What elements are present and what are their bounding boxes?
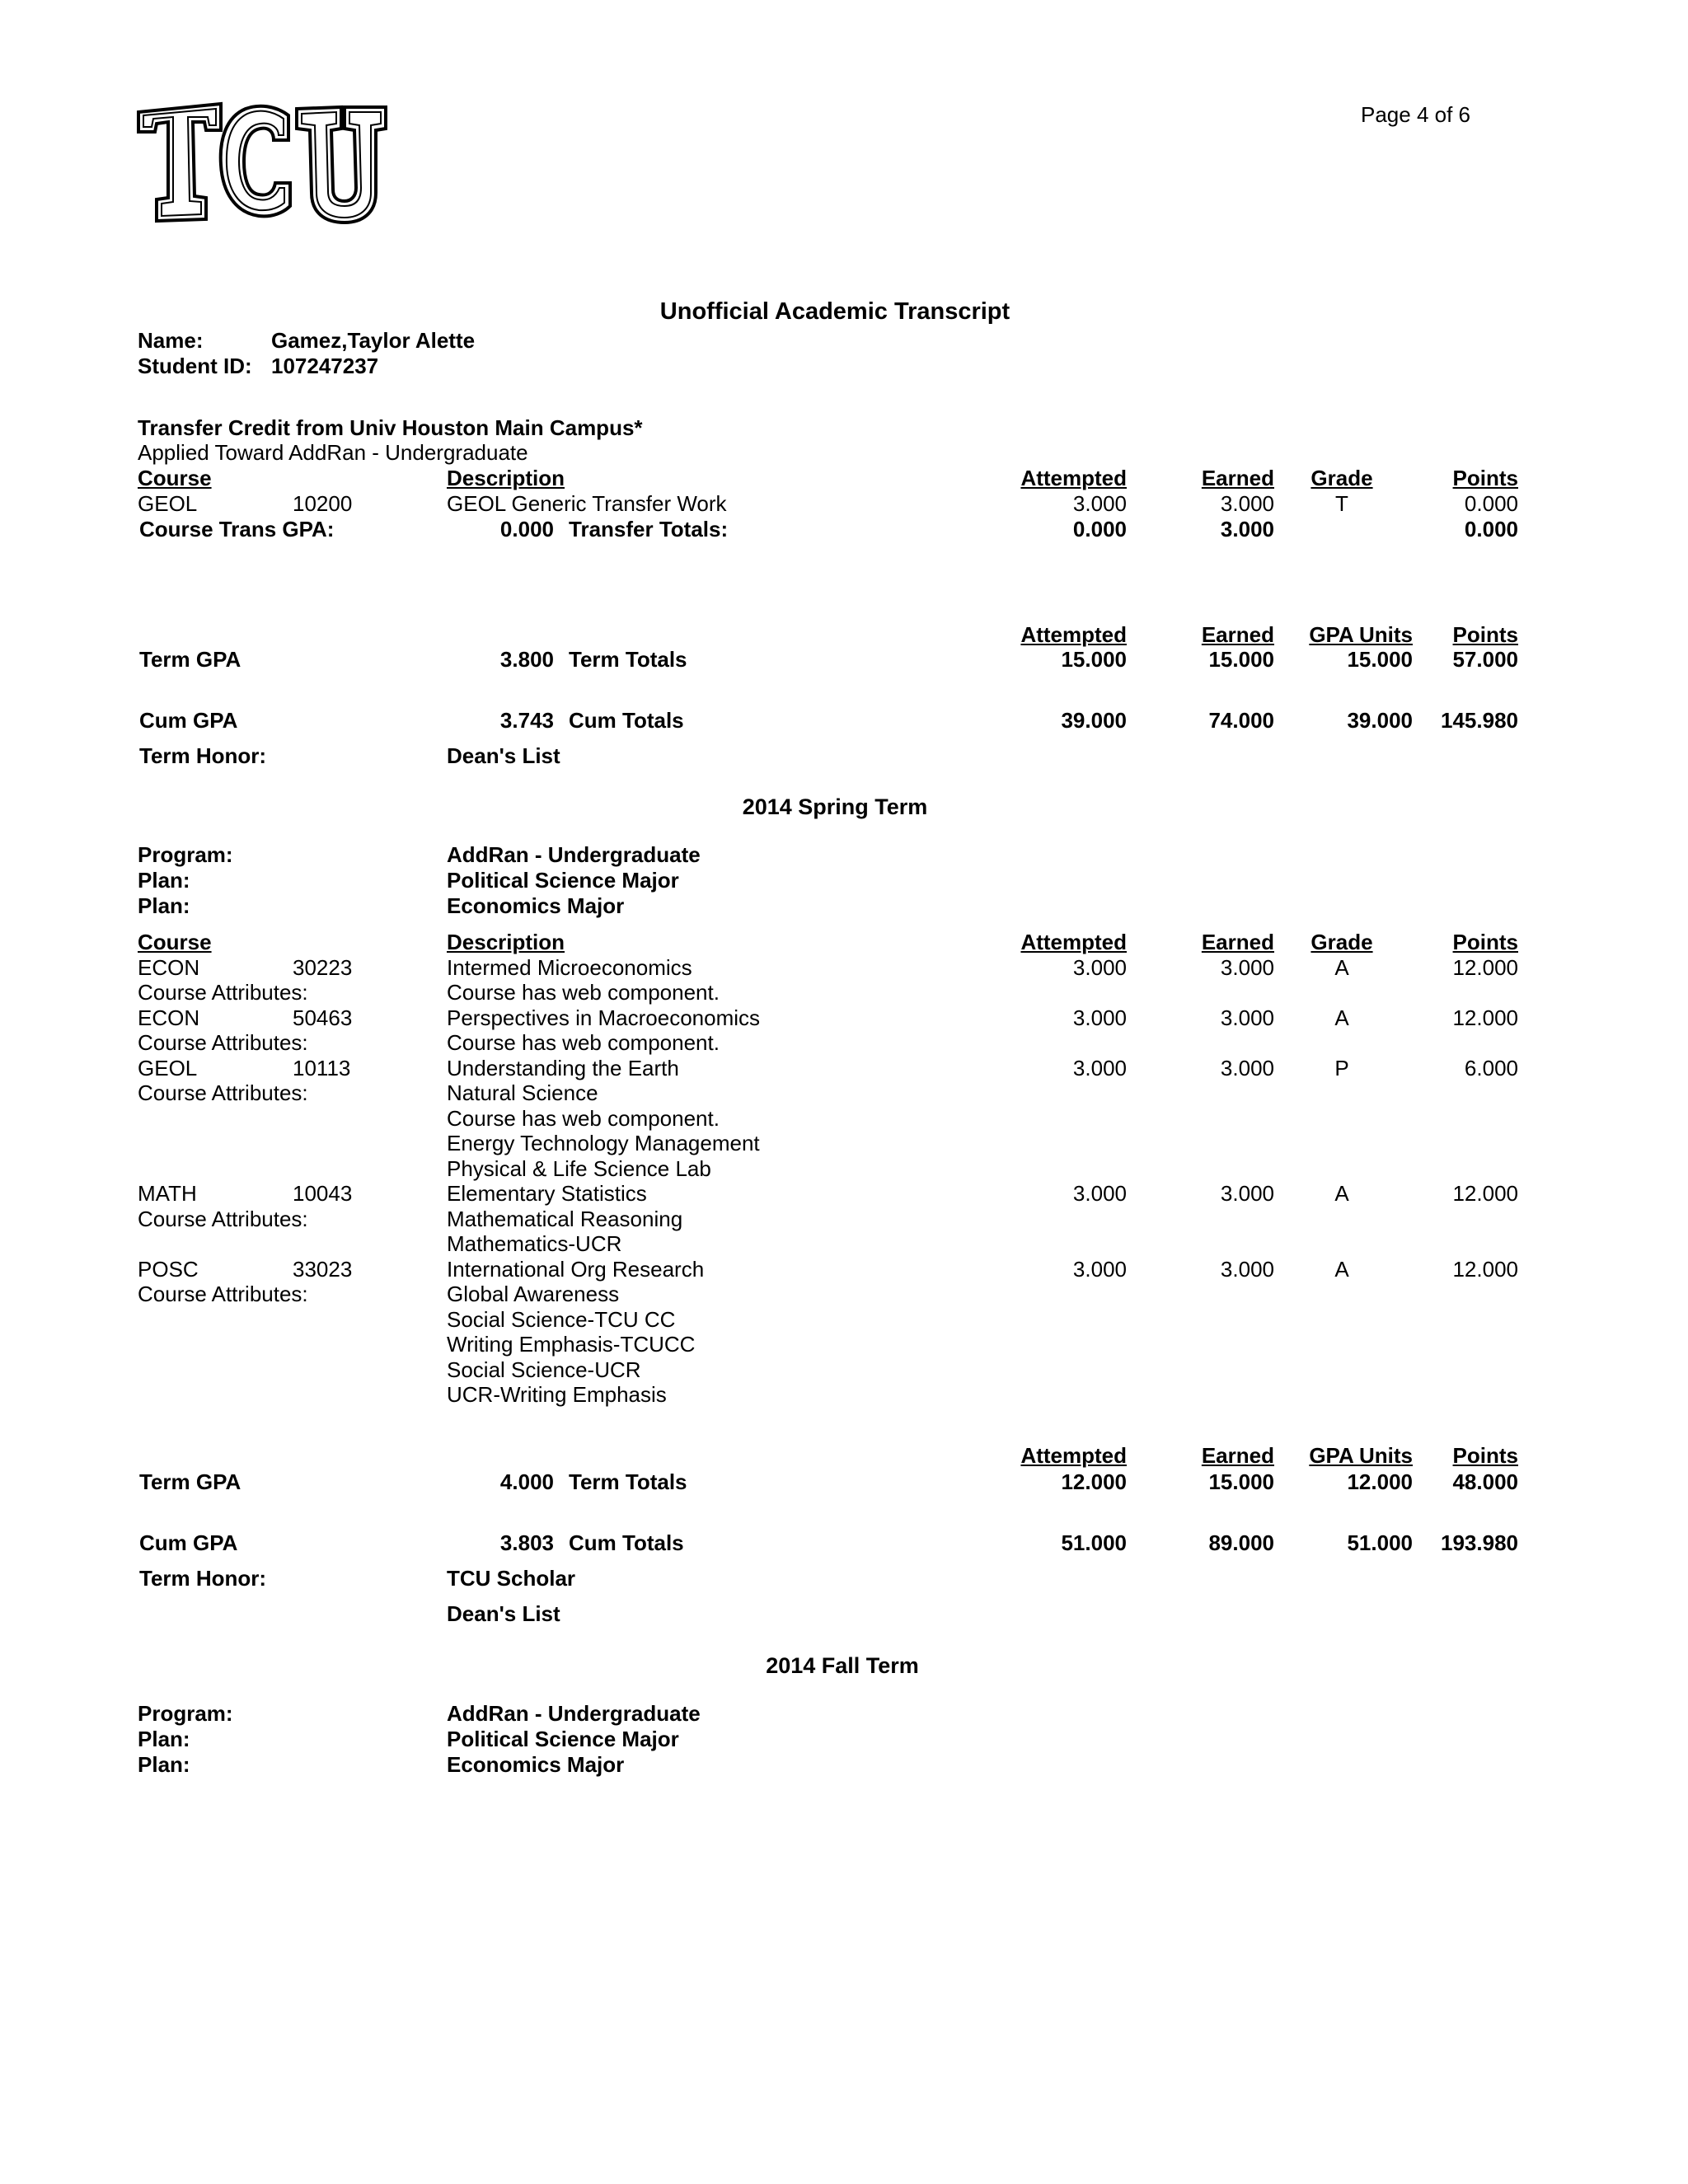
course-attribute: Natural Science: [447, 1080, 598, 1105]
summary-attempted-header: Attempted: [1020, 1443, 1127, 1468]
student-id-label: Student ID:: [138, 354, 252, 378]
cum-total-earned: 74.000: [1208, 708, 1274, 733]
term-total-points: 48.000: [1452, 1469, 1518, 1494]
plan-value: Economics Major: [447, 1752, 625, 1777]
term-title: 2014 Spring Term: [742, 794, 928, 819]
term-honor-label: Term Honor:: [139, 1566, 267, 1591]
cum-total-earned: 89.000: [1208, 1530, 1274, 1555]
course-number: 50463: [293, 1005, 353, 1030]
term-totals-label: Term Totals: [569, 1469, 687, 1494]
course-grade: T: [1335, 491, 1348, 516]
course-earned: 3.000: [1220, 1056, 1274, 1080]
term-total-attempted: 15.000: [1061, 647, 1127, 672]
course-description: International Org Research: [447, 1257, 705, 1282]
course-points: 12.000: [1452, 1257, 1518, 1282]
course-description: Perspectives in Macroeconomics: [447, 1005, 761, 1030]
course-grade: A: [1334, 1257, 1349, 1282]
course-attribute: Course has web component.: [447, 1030, 720, 1055]
course-subject: GEOL: [138, 491, 198, 516]
plan-label: Plan:: [138, 893, 190, 918]
col-description-header: Description: [447, 466, 565, 490]
course-attribute: Mathematics-UCR: [447, 1231, 622, 1256]
summary-gpa-units-header: GPA Units: [1309, 622, 1413, 647]
cum-totals-label: Cum Totals: [569, 1530, 684, 1555]
col-earned-header: Earned: [1201, 930, 1274, 954]
course-number: 10113: [293, 1056, 351, 1080]
summary-earned-header: Earned: [1201, 622, 1274, 647]
course-attributes-label: Course Attributes:: [138, 1030, 308, 1055]
plan-value: Political Science Major: [447, 868, 679, 893]
trans-gpa-value: 0.000: [499, 517, 554, 541]
summary-gpa-units-header: GPA Units: [1309, 1443, 1413, 1468]
transfer-total-points: 0.000: [1464, 517, 1518, 541]
course-attributes-label: Course Attributes:: [138, 1080, 308, 1105]
term-gpa-value: 3.800: [499, 647, 554, 672]
plan-label: Plan:: [138, 1752, 190, 1777]
name-label: Name:: [138, 328, 204, 353]
course-attribute: Social Science-TCU CC: [447, 1307, 676, 1332]
course-attempted: 3.000: [1072, 491, 1127, 516]
transfer-applied: Applied Toward AddRan - Undergraduate: [138, 440, 528, 465]
course-description: Intermed Microeconomics: [447, 955, 692, 980]
term-honor-label: Term Honor:: [139, 743, 267, 768]
cum-gpa-label: Cum GPA: [139, 1530, 238, 1555]
course-attribute: Course has web component.: [447, 1106, 720, 1131]
plan-label: Plan:: [138, 868, 190, 893]
course-number: 30223: [293, 955, 353, 980]
course-attribute: Global Awareness: [447, 1282, 620, 1306]
course-points: 0.000: [1464, 491, 1518, 516]
course-grade: P: [1334, 1056, 1349, 1080]
col-grade-header: Grade: [1311, 930, 1373, 954]
student-id: 107247237: [271, 354, 379, 378]
page-number: Page 4 of 6: [1361, 102, 1470, 127]
summary-points-header: Points: [1452, 622, 1518, 647]
summary-attempted-header: Attempted: [1020, 622, 1127, 647]
cum-total-points: 145.980: [1441, 708, 1518, 733]
course-attempted: 3.000: [1072, 1257, 1127, 1282]
course-attributes-label: Course Attributes:: [138, 1282, 308, 1306]
course-description: GEOL Generic Transfer Work: [447, 491, 727, 516]
cum-totals-label: Cum Totals: [569, 708, 684, 733]
program-value: AddRan - Undergraduate: [447, 842, 701, 867]
course-earned: 3.000: [1220, 1005, 1274, 1030]
course-attribute: Physical & Life Science Lab: [447, 1156, 711, 1181]
term-total-gpa-units: 12.000: [1347, 1469, 1413, 1494]
cum-gpa-label: Cum GPA: [139, 708, 238, 733]
trans-gpa-label: Course Trans GPA:: [139, 517, 335, 541]
course-number: 10200: [293, 491, 353, 516]
cum-gpa-value: 3.803: [499, 1530, 554, 1555]
cum-gpa-value: 3.743: [499, 708, 554, 733]
course-grade: A: [1334, 1181, 1349, 1206]
course-attribute: Writing Emphasis-TCUCC: [447, 1332, 696, 1357]
transfer-total-attempted: 0.000: [1072, 517, 1127, 541]
term-gpa-label: Term GPA: [139, 1469, 241, 1494]
cum-total-attempted: 51.000: [1061, 1530, 1127, 1555]
course-attribute: Energy Technology Management: [447, 1131, 760, 1155]
course-attributes-label: Course Attributes:: [138, 1207, 308, 1231]
cum-total-points: 193.980: [1441, 1530, 1518, 1555]
col-earned-header: Earned: [1201, 466, 1274, 490]
course-subject: GEOL: [138, 1056, 198, 1080]
term-gpa-value: 4.000: [499, 1469, 554, 1494]
course-attempted: 3.000: [1072, 1056, 1127, 1080]
term-title: 2014 Fall Term: [766, 1653, 919, 1678]
col-attempted-header: Attempted: [1020, 466, 1127, 490]
course-earned: 3.000: [1220, 491, 1274, 516]
col-points-header: Points: [1452, 930, 1518, 954]
course-description: Understanding the Earth: [447, 1056, 679, 1080]
course-earned: 3.000: [1220, 955, 1274, 980]
cum-total-attempted: 39.000: [1061, 708, 1127, 733]
course-earned: 3.000: [1220, 1257, 1274, 1282]
course-points: 12.000: [1452, 1005, 1518, 1030]
course-attributes-label: Course Attributes:: [138, 980, 308, 1005]
col-course-header: Course: [138, 930, 212, 954]
cum-total-gpa-units: 39.000: [1347, 708, 1413, 733]
term-gpa-label: Term GPA: [139, 647, 241, 672]
course-attribute: Social Science-UCR: [447, 1357, 641, 1382]
program-value: AddRan - Undergraduate: [447, 1701, 701, 1726]
course-earned: 3.000: [1220, 1181, 1274, 1206]
course-attempted: 3.000: [1072, 1181, 1127, 1206]
course-attempted: 3.000: [1072, 1005, 1127, 1030]
course-subject: MATH: [138, 1181, 197, 1206]
course-number: 10043: [293, 1181, 353, 1206]
course-grade: A: [1334, 1005, 1349, 1030]
term-honor: Dean's List: [447, 743, 560, 768]
plan-value: Economics Major: [447, 893, 625, 918]
course-grade: A: [1334, 955, 1349, 980]
course-description: Elementary Statistics: [447, 1181, 647, 1206]
term-total-earned: 15.000: [1208, 647, 1274, 672]
course-attribute: Course has web component.: [447, 980, 720, 1005]
col-attempted-header: Attempted: [1020, 930, 1127, 954]
student-name: Gamez,Taylor Alette: [271, 328, 476, 353]
course-points: 12.000: [1452, 955, 1518, 980]
course-points: 6.000: [1464, 1056, 1518, 1080]
course-attempted: 3.000: [1072, 955, 1127, 980]
term-total-earned: 15.000: [1208, 1469, 1274, 1494]
tcu-logo: [135, 97, 399, 229]
course-attribute: UCR-Writing Emphasis: [447, 1382, 667, 1407]
course-attribute: Mathematical Reasoning: [447, 1207, 683, 1231]
cum-total-gpa-units: 51.000: [1347, 1530, 1413, 1555]
term-total-gpa-units: 15.000: [1347, 647, 1413, 672]
transfer-heading: Transfer Credit from Univ Houston Main Campus*: [138, 415, 643, 440]
course-subject: ECON: [138, 955, 200, 980]
summary-points-header: Points: [1452, 1443, 1518, 1468]
transfer-total-earned: 3.000: [1220, 517, 1274, 541]
term-total-attempted: 12.000: [1061, 1469, 1127, 1494]
transfer-totals-label: Transfer Totals:: [569, 517, 729, 541]
transcript-title: Unofficial Academic Transcript: [659, 298, 1010, 325]
course-points: 12.000: [1452, 1181, 1518, 1206]
term-honor: TCU Scholar: [447, 1566, 576, 1591]
plan-value: Political Science Major: [447, 1727, 679, 1751]
col-grade-header: Grade: [1311, 466, 1373, 490]
col-description-header: Description: [447, 930, 565, 954]
course-subject: ECON: [138, 1005, 200, 1030]
program-label: Program:: [138, 1701, 233, 1726]
course-subject: POSC: [138, 1257, 199, 1282]
term-total-points: 57.000: [1452, 647, 1518, 672]
col-course-header: Course: [138, 466, 212, 490]
term-totals-label: Term Totals: [569, 647, 687, 672]
col-points-header: Points: [1452, 466, 1518, 490]
summary-earned-header: Earned: [1201, 1443, 1274, 1468]
term-honor: Dean's List: [447, 1601, 560, 1626]
program-label: Program:: [138, 842, 233, 867]
plan-label: Plan:: [138, 1727, 190, 1751]
course-number: 33023: [293, 1257, 353, 1282]
